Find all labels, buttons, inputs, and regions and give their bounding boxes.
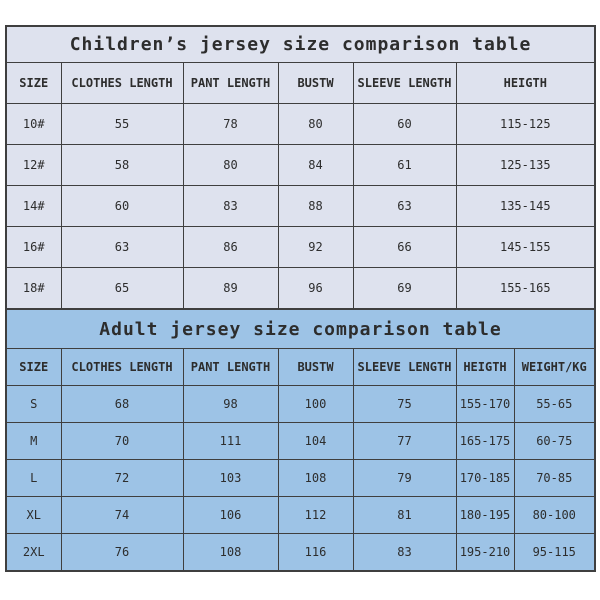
table-cell: 63: [61, 227, 183, 268]
table-cell: 135-145: [456, 186, 595, 227]
table-cell: 66: [353, 227, 456, 268]
table-cell: 60-75: [514, 423, 595, 460]
table-cell: 80-100: [514, 497, 595, 534]
adult-table-title: Adult jersey size comparison table: [6, 309, 595, 349]
column-header: WEIGHT/KG: [514, 349, 595, 386]
table-cell: 108: [278, 460, 353, 497]
table-cell: 10#: [6, 104, 61, 145]
column-header: HEIGTH: [456, 349, 514, 386]
table-cell: 65: [61, 268, 183, 310]
column-header: HEIGTH: [456, 63, 595, 104]
table-cell: 76: [61, 534, 183, 572]
table-cell: 86: [183, 227, 278, 268]
table-cell: 155-170: [456, 386, 514, 423]
table-cell: 180-195: [456, 497, 514, 534]
children-table-title-row: [6, 26, 595, 63]
table-row: [6, 386, 595, 423]
children-table-header-row: [6, 63, 595, 104]
column-header: CLOTHES LENGTH: [61, 63, 183, 104]
column-header: BUSTW: [278, 63, 353, 104]
table-cell: 116: [278, 534, 353, 572]
table-row: [6, 497, 595, 534]
table-cell: 96: [278, 268, 353, 310]
table-cell: 83: [183, 186, 278, 227]
table-cell: 63: [353, 186, 456, 227]
table-cell: 104: [278, 423, 353, 460]
table-cell: 60: [61, 186, 183, 227]
table-cell: 80: [278, 104, 353, 145]
table-cell: 145-155: [456, 227, 595, 268]
table-row: [6, 104, 595, 145]
table-cell: 18#: [6, 268, 61, 310]
table-cell: 60: [353, 104, 456, 145]
column-header: SLEEVE LENGTH: [353, 349, 456, 386]
table-cell: M: [6, 423, 61, 460]
table-cell: 112: [278, 497, 353, 534]
table-cell: 92: [278, 227, 353, 268]
table-cell: L: [6, 460, 61, 497]
column-header: BUSTW: [278, 349, 353, 386]
table-cell: 69: [353, 268, 456, 310]
table-cell: 111: [183, 423, 278, 460]
table-cell: 80: [183, 145, 278, 186]
table-cell: 81: [353, 497, 456, 534]
table-row: [6, 186, 595, 227]
table-cell: 165-175: [456, 423, 514, 460]
table-cell: 78: [183, 104, 278, 145]
column-header: SIZE: [6, 63, 61, 104]
table-cell: XL: [6, 497, 61, 534]
table-row: [6, 460, 595, 497]
table-cell: 98: [183, 386, 278, 423]
table-cell: 16#: [6, 227, 61, 268]
column-header: SLEEVE LENGTH: [353, 63, 456, 104]
table-cell: 2XL: [6, 534, 61, 572]
table-cell: 79: [353, 460, 456, 497]
table-cell: 83: [353, 534, 456, 572]
table-row: [6, 423, 595, 460]
table-cell: 103: [183, 460, 278, 497]
adult-table-title-row: [6, 309, 595, 349]
adult-size-table: [5, 308, 596, 572]
table-cell: 74: [61, 497, 183, 534]
table-cell: 108: [183, 534, 278, 572]
table-cell: 12#: [6, 145, 61, 186]
table-cell: 70-85: [514, 460, 595, 497]
table-cell: 70: [61, 423, 183, 460]
table-row: [6, 145, 595, 186]
column-header: SIZE: [6, 349, 61, 386]
table-cell: 195-210: [456, 534, 514, 572]
table-cell: 68: [61, 386, 183, 423]
table-cell: 100: [278, 386, 353, 423]
table-cell: 125-135: [456, 145, 595, 186]
table-cell: 106: [183, 497, 278, 534]
adult-table-header-row: [6, 349, 595, 386]
table-cell: 95-115: [514, 534, 595, 572]
table-cell: 155-165: [456, 268, 595, 310]
children-size-table: [5, 25, 596, 310]
table-row: [6, 268, 595, 310]
column-header: PANT LENGTH: [183, 349, 278, 386]
table-cell: 75: [353, 386, 456, 423]
column-header: PANT LENGTH: [183, 63, 278, 104]
table-cell: S: [6, 386, 61, 423]
table-row: [6, 227, 595, 268]
table-cell: 77: [353, 423, 456, 460]
table-cell: 14#: [6, 186, 61, 227]
children-table-title: Children’s jersey size comparison table: [6, 26, 595, 63]
table-cell: 89: [183, 268, 278, 310]
table-cell: 61: [353, 145, 456, 186]
table-row: [6, 534, 595, 572]
table-cell: 88: [278, 186, 353, 227]
table-cell: 84: [278, 145, 353, 186]
table-cell: 72: [61, 460, 183, 497]
table-cell: 55-65: [514, 386, 595, 423]
table-cell: 115-125: [456, 104, 595, 145]
table-cell: 55: [61, 104, 183, 145]
table-cell: 58: [61, 145, 183, 186]
column-header: CLOTHES LENGTH: [61, 349, 183, 386]
table-cell: 170-185: [456, 460, 514, 497]
